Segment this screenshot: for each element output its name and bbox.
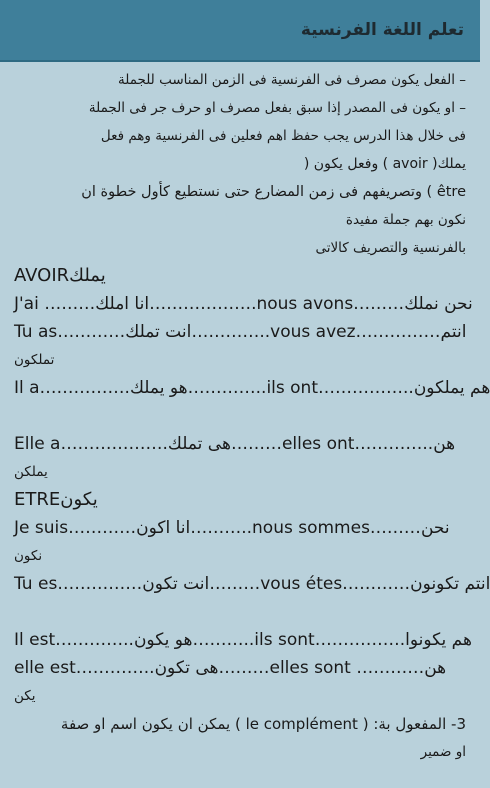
lesson-content	[0, 62, 490, 766]
lesson-line: 3- المفعول بة: ( le complément ) يمكن ان يكون اسم او صفة	[60, 715, 466, 733]
verb-heading-avoir: AVOIRيملك	[14, 265, 106, 286]
lesson-line: فى خلال هذا الدرس يجب حفظ اهم فعلين فى الفرنسية وهم فعل	[100, 128, 466, 144]
conjugation-row-continued: يكن	[14, 688, 36, 704]
conjugation-row: Il est…………..هو يكون………..ils sont…………….هم يكونوا	[14, 630, 472, 650]
conjugation-row-continued: يملكن	[14, 464, 48, 480]
lesson-line: بالفرنسية والتصريف كالاتى	[315, 240, 466, 256]
app-title: تعلم اللغة الفرنسية	[300, 20, 464, 40]
spacer	[14, 402, 466, 430]
verb-heading-etre: ETREيكون	[14, 489, 98, 510]
lesson-line: – الفعل يكون مصرف فى الفرنسية فى الزمن المناسب للجملة	[117, 72, 466, 88]
lesson-line: يملك( avoir ) وفعل يكون (	[303, 156, 466, 172]
lesson-line: او ضمير	[420, 744, 466, 760]
conjugation-row-continued: تملكون	[14, 352, 55, 368]
lesson-line: être ) وتصريفهم فى زمن المضارع حتى نستطيع كأول خطوة ان	[81, 184, 466, 200]
app-bar	[0, 0, 480, 62]
conjugation-row: Il a…………….هو يملك…………..ils ont……………..هم يملكون	[14, 378, 490, 398]
conjugation-row: Tu as…………انت تملك…………..vous avez……………انتم	[14, 322, 467, 342]
conjugation-row: Tu es……………انت تكون………vous étes…………انتم تكونون	[14, 574, 490, 594]
conjugation-row: Elle a……………….هى تملك………elles ont…………..هن	[14, 434, 456, 454]
spacer	[14, 598, 466, 626]
conjugation-row: Je suis…………انا اكون………..nous sommes………نحن	[14, 518, 450, 538]
lesson-line: نكون بهم جملة مفيدة	[345, 212, 466, 228]
lesson-line: – او يكون فى المصدر إذا سبق بفعل مصرف او حرف جر فى الجملة	[88, 100, 466, 116]
conjugation-row: elle est…………..هى تكون………elles sont …………هن	[14, 658, 447, 678]
conjugation-row-continued: نكون	[14, 548, 43, 564]
conjugation-row: J'ai ………انا املك……………….nous avons………نحن نملك	[14, 294, 473, 314]
